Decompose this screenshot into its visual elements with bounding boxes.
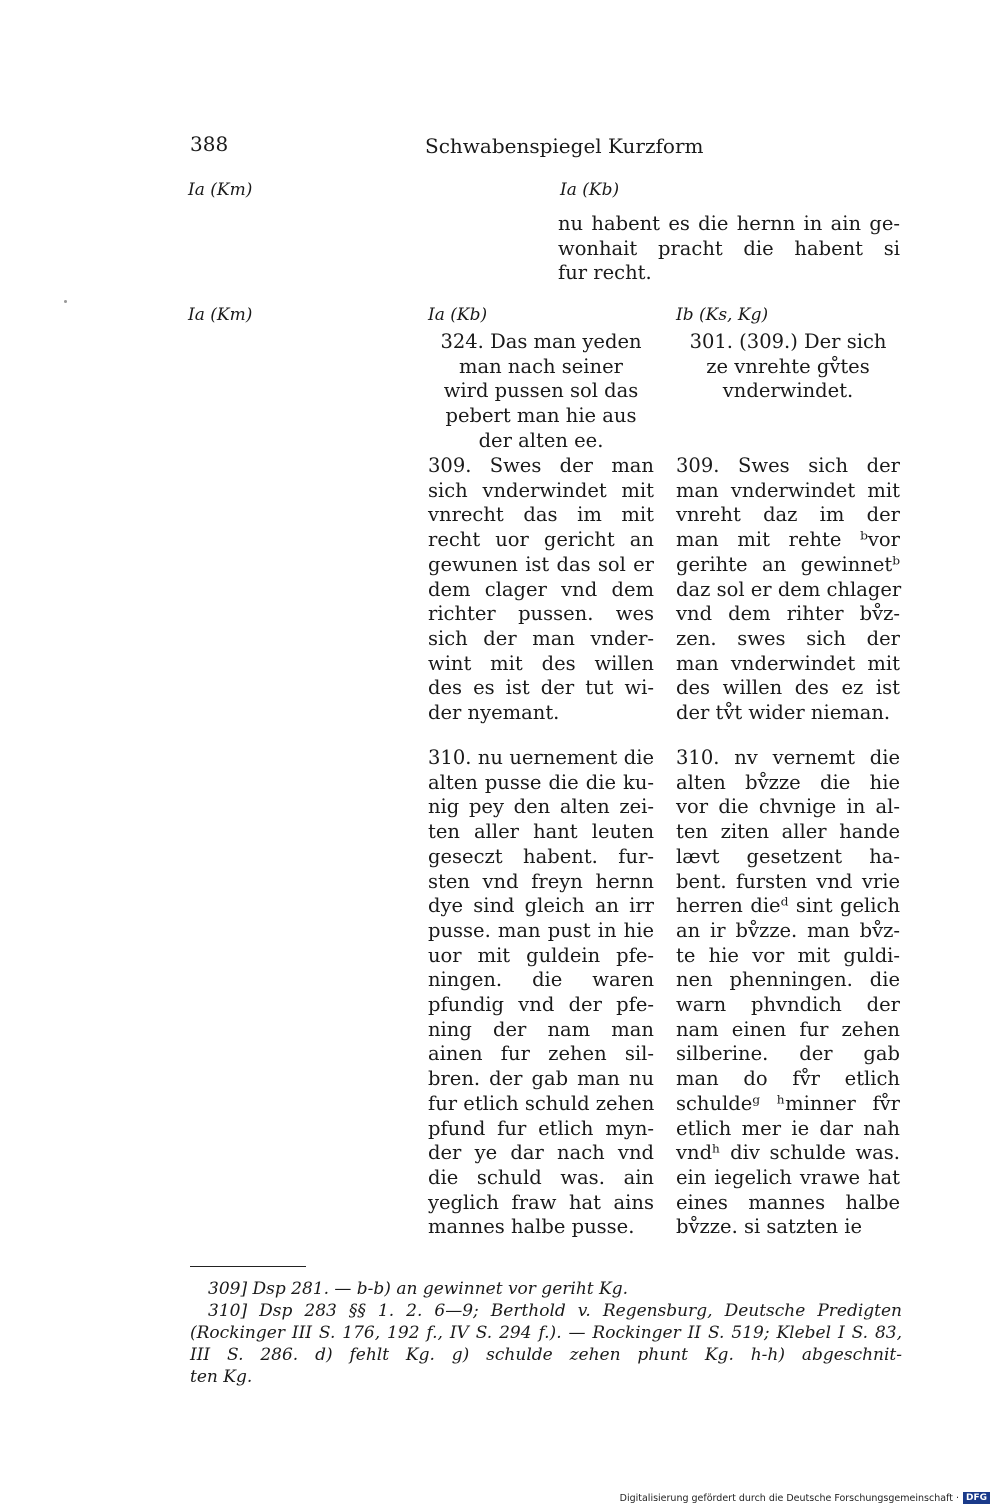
heading-301-line: 301. (309.) Der sich [689,330,887,353]
dfg-logo: DFG [963,1492,990,1504]
text-310-kb-line: sten vnd freyn hernn [428,869,654,893]
footnote-line: 309] Dsp 281. — b-b) an gewinnet vor geriht Kg. [208,1279,628,1299]
footnote-line: ten Kg. [190,1367,253,1387]
text-310-kb-line: pfund fur etlich myn- [428,1116,654,1140]
heading-301-line: ze vnrehte gv̊tes [706,354,870,378]
text-310-ks-line: eines mannes halbe [676,1190,900,1214]
text-310-ks-line: nen phenningen. die [676,968,900,992]
chapter-heading-324 [428,330,654,454]
continued-text-line: wonhait pracht die habent si [558,236,900,260]
text-309-ks-line: daz sol er dem chlager [676,577,902,601]
heading-324-line: wird pussen sol das [443,379,639,403]
heading-301-line: vnderwindet. [722,379,854,403]
text-310-kb-line: 310. nu uernement die [428,746,654,769]
text-310-ks-line: an ir bv̊zze. man bv̊z- [676,918,900,942]
heading-324-line: man nach seiner [459,354,623,378]
text-310-ks-line: etlich mer ie dar nah [676,1116,900,1140]
text-309-kb-line: wint mit des willen [428,651,654,675]
text-310-ks-line: silberine. der gab [676,1042,900,1066]
text-310-ks-line: warn phvndich der [676,993,900,1017]
text-310-ks-line: vor die chvnige in al- [676,795,900,819]
paragraph-310-ks-kg [676,746,900,1240]
footnote-line: III S. 286. d) fehlt Kg. g) schulde zehen phunt Kg. h-h) abgeschnit- [190,1345,902,1365]
text-309-kb-line: vnrecht das im mit [428,503,654,527]
text-309-ks-line: gerihte an gewinnetᵇ [676,552,900,576]
footnotes [190,1278,902,1388]
text-309-kb-line: der nyemant. [428,701,560,725]
text-310-ks-line: te hie vor mit guldi- [676,943,900,967]
text-310-kb-line: der ye dar nach vnd [428,1141,654,1165]
continued-text-line: fur recht. [558,261,652,285]
text-309-ks-line: der tv̊t wider nieman. [676,701,891,725]
text-310-kb-line: nig pey den alten zei- [428,795,654,819]
text-310-ks-line: man do fv̊r etlich [676,1067,900,1091]
text-309-ks-line: man mit rehte ᵇvor [676,528,900,552]
text-310-kb-line: geseczt habent. fur- [428,844,654,868]
text-310-ks-line: 310. nv vernemt die [676,746,900,769]
text-309-ks-line: man vnderwindet mit [676,651,900,675]
text-310-kb-line: yeglich fraw hat ains [428,1190,654,1214]
text-310-kb-line: dye sind gleich an irr [428,894,654,918]
footnote-rule [190,1266,306,1267]
text-309-ks-line: des willen des ez ist [676,676,900,700]
text-309-kb-line: richter pussen. wes [428,602,654,626]
text-309-ks-line: zen. swes sich der [676,626,900,650]
continued-text-block [558,212,900,286]
witness-label-kb-top: Ia (Kb) [560,180,620,200]
text-310-kb-line: bren. der gab man nu [428,1067,654,1091]
scan-speck [64,300,67,303]
text-309-ks-line: 309. Swes sich der [676,454,900,477]
text-309-kb-line: sich der man vnder- [428,626,654,650]
witness-label-ks-kg: Ib (Ks, Kg) [676,305,769,325]
text-310-kb-line: ningen. die waren [428,968,654,992]
text-310-kb-line: alten pusse die die ku- [428,770,654,794]
witness-label-km: Ia (Km) [188,305,253,325]
running-title: Schwabenspiegel Kurzform [425,134,704,158]
text-310-ks-line: nam einen fur zehen [676,1017,900,1041]
credit-text: Digitalisierung gefördert durch die Deutsche Forschungsgemeinschaft · [619,1492,959,1504]
text-310-kb-line: uor mit guldein pfe- [428,943,654,967]
footnote-line: 310] Dsp 283 §§ 1. 2. 6—9; Berthold v. Regensburg, Deutsche Predigten [208,1301,902,1321]
heading-324-line: 324. Das man yeden [440,330,642,353]
dfg-credit [620,1492,990,1504]
text-310-kb-line: pusse. man pust in hie [428,918,654,942]
witness-label-kb: Ia (Kb) [428,305,488,325]
page-number: 388 [190,132,229,156]
text-309-kb-line: recht uor gericht an [428,528,654,552]
paragraph-310-kb [428,746,654,1240]
text-310-ks-line: lævt gesetzent ha- [676,844,900,868]
footnote-line: (Rockinger III S. 176, 192 f., IV S. 294 f.). — Rockinger II S. 519; Klebel I S. 83, [190,1323,902,1343]
text-310-kb-line: die schuld was. ain [428,1165,654,1189]
witness-label-km-top: Ia (Km) [188,180,253,200]
text-309-kb-line: sich vnderwindet mit [428,478,654,502]
text-310-ks-line: ten ziten aller hande [676,820,900,844]
text-310-kb-line: pfundig vnd der pfe- [428,993,654,1017]
text-310-kb-line: mannes halbe pusse. [428,1215,635,1239]
text-309-ks-line: man vnderwindet mit [676,478,900,502]
paragraph-309-ks-kg [676,454,900,726]
chapter-heading-301 [676,330,900,404]
heading-324-line: der alten ee. [478,428,604,452]
heading-324-line: pebert man hie aus [445,404,637,428]
text-310-kb-line: fur etlich schuld zehen [428,1091,655,1115]
text-310-ks-line: herren dieᵈ sint gelich [676,894,900,918]
text-310-ks-line: schuldeᵍ ʰminner fv̊r [676,1091,900,1115]
text-309-kb-line: des es ist der tut wi- [428,676,654,700]
text-309-kb-line: dem clager vnd dem [428,577,654,601]
text-310-ks-line: ein iegelich vrawe hat [676,1165,900,1189]
text-310-kb-line: ning der nam man [428,1017,654,1041]
text-309-ks-line: vnd dem rihter bv̊z- [676,602,900,626]
paragraph-309-kb [428,454,654,726]
continued-text-line: nu habent es die hernn in ain ge- [558,212,900,235]
text-309-kb-line: 309. Swes der man [428,454,654,477]
text-309-ks-line: vnreht daz im der [676,503,900,527]
text-310-kb-line: ainen fur zehen sil- [428,1042,654,1066]
text-309-kb-line: gewunen ist das sol er [428,552,654,576]
text-310-ks-line: bv̊zze. si satzten ie [676,1215,863,1239]
text-310-kb-line: ten aller hant leuten [428,820,654,844]
text-310-ks-line: bent. fursten vnd vrie [676,869,900,893]
text-310-ks-line: alten bv̊zze die hie [676,770,900,794]
text-310-ks-line: vndʰ div schulde was. [676,1141,900,1165]
